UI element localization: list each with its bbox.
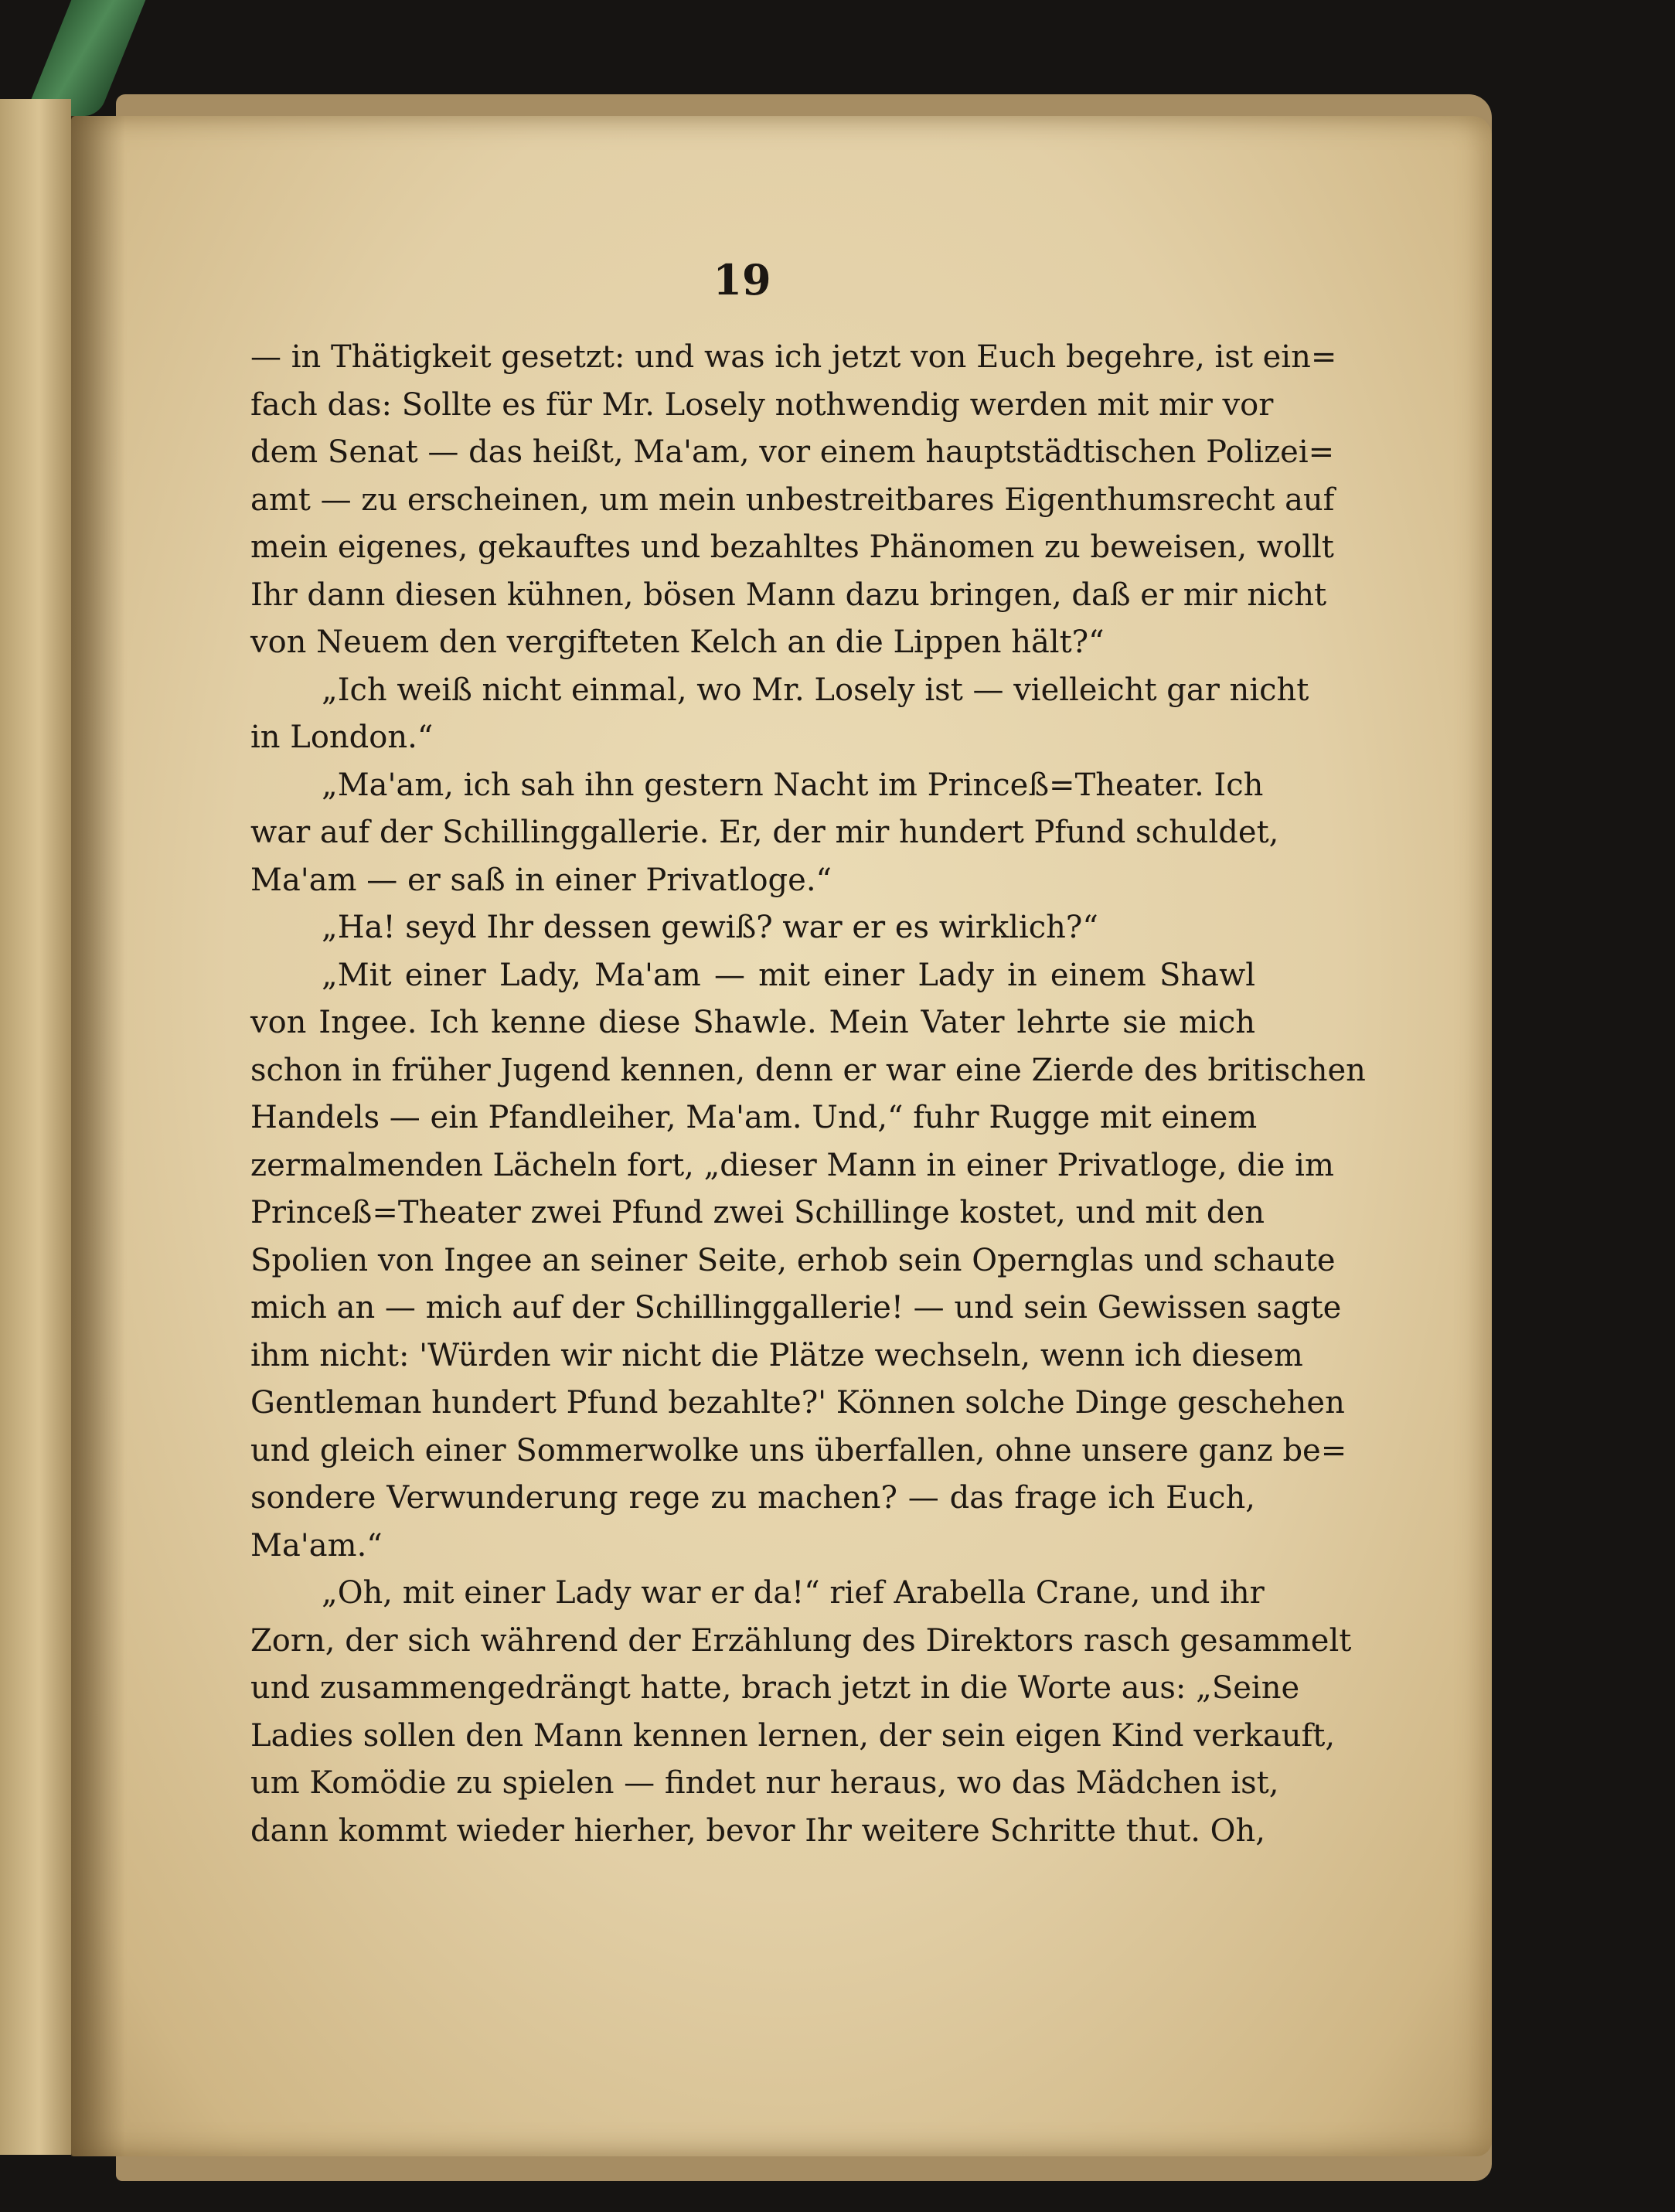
text-line: — in Thätigkeit gesetzt: und was ich jetzt von Euch begehre, ist ein= — [250, 339, 1337, 375]
text-line: „Oh, mit einer Lady war er da!“ rief Arabella Crane, und ihr — [322, 1575, 1265, 1611]
text-line: Spolien von Ingee an seiner Seite, erhob sein Opernglas und schaute — [250, 1242, 1336, 1278]
text-line: in London.“ — [250, 720, 434, 755]
text-line: um Komödie zu spielen — findet nur heraus, wo das Mädchen ist, — [250, 1765, 1279, 1801]
text-line: zermalmenden Lächeln fort, „dieser Mann in einer Privatloge, die im — [250, 1147, 1334, 1183]
text-line: sondere Verwunderung rege zu machen? — das frage ich Euch, — [250, 1480, 1255, 1516]
text-line: und gleich einer Sommerwolke uns überfallen, ohne unsere ganz be= — [250, 1432, 1347, 1468]
text-line: von Ingee. Ich kenne diese Shawle. Mein Vater lehrte sie mich — [250, 1005, 1255, 1040]
text-line: Princeß=Theater zwei Pfund zwei Schillinge kostet, und mit den — [250, 1195, 1265, 1230]
text-line: und zusammengedrängt hatte, brach jetzt in die Worte aus: „Seine — [250, 1670, 1300, 1706]
text-line: dem Senat — das heißt, Ma'am, vor einem hauptstädtischen Polizei= — [250, 434, 1335, 470]
text-line: fach das: Sollte es für Mr. Losely nothwendig werden mit mir vor — [250, 386, 1274, 423]
text-line: Zorn, der sich während der Erzählung des Direktors rasch gesammelt — [250, 1622, 1352, 1659]
text-line: war auf der Schillinggallerie. Er, der mir hundert Pfund schuldet, — [250, 815, 1279, 850]
text-line: „Mit einer Lady, Ma'am — mit einer Lady in einem Shawl — [322, 957, 1255, 993]
page-text — [250, 334, 1366, 1855]
text-line: Ladies sollen den Mann kennen lernen, der sein eigen Kind verkauft, — [250, 1717, 1336, 1754]
text-line: ihm nicht: 'Würden wir nicht die Plätze wechseln, wenn ich diesem — [250, 1337, 1303, 1373]
page-gutter-shadow — [71, 116, 125, 2156]
page-number: 19 — [713, 255, 771, 305]
text-line: „Ha! seyd Ihr dessen gewiß? war er es wirklich?“ — [322, 910, 1098, 945]
text-line: Ma'am.“ — [250, 1527, 383, 1564]
left-page-edge — [0, 99, 71, 2155]
text-line: Ihr dann diesen kühnen, bösen Mann dazu bringen, daß er mir nicht — [250, 577, 1327, 613]
text-line: „Ich weiß nicht einmal, wo Mr. Losely ist — vielleicht gar nicht — [322, 672, 1309, 708]
text-line: dann kommt wieder hierher, bevor Ihr weitere Schritte thut. Oh, — [250, 1812, 1265, 1849]
text-line: von Neuem den vergifteten Kelch an die Lippen hält?“ — [250, 624, 1105, 660]
text-line: Ma'am — er saß in einer Privatloge.“ — [250, 862, 832, 898]
text-line: Handels — ein Pfandleiher, Ma'am. Und,“ fuhr Rugge mit einem — [250, 1100, 1258, 1135]
text-line: mein eigenes, gekauftes und bezahltes Phänomen zu beweisen, wollt — [250, 529, 1334, 565]
text-line: amt — zu erscheinen, um mein unbestreitbares Eigenthumsrecht auf — [250, 482, 1335, 518]
text-line: „Ma'am, ich sah ihn gestern Nacht im Princeß=Theater. Ich — [322, 767, 1264, 803]
text-line: mich an — mich auf der Schillinggallerie! — und sein Gewissen sagte — [250, 1290, 1342, 1325]
text-line: schon in früher Jugend kennen, denn er war eine Zierde des britischen — [250, 1052, 1366, 1088]
text-line: Gentleman hundert Pfund bezahlte?' Können solche Dinge geschehen — [250, 1385, 1345, 1421]
